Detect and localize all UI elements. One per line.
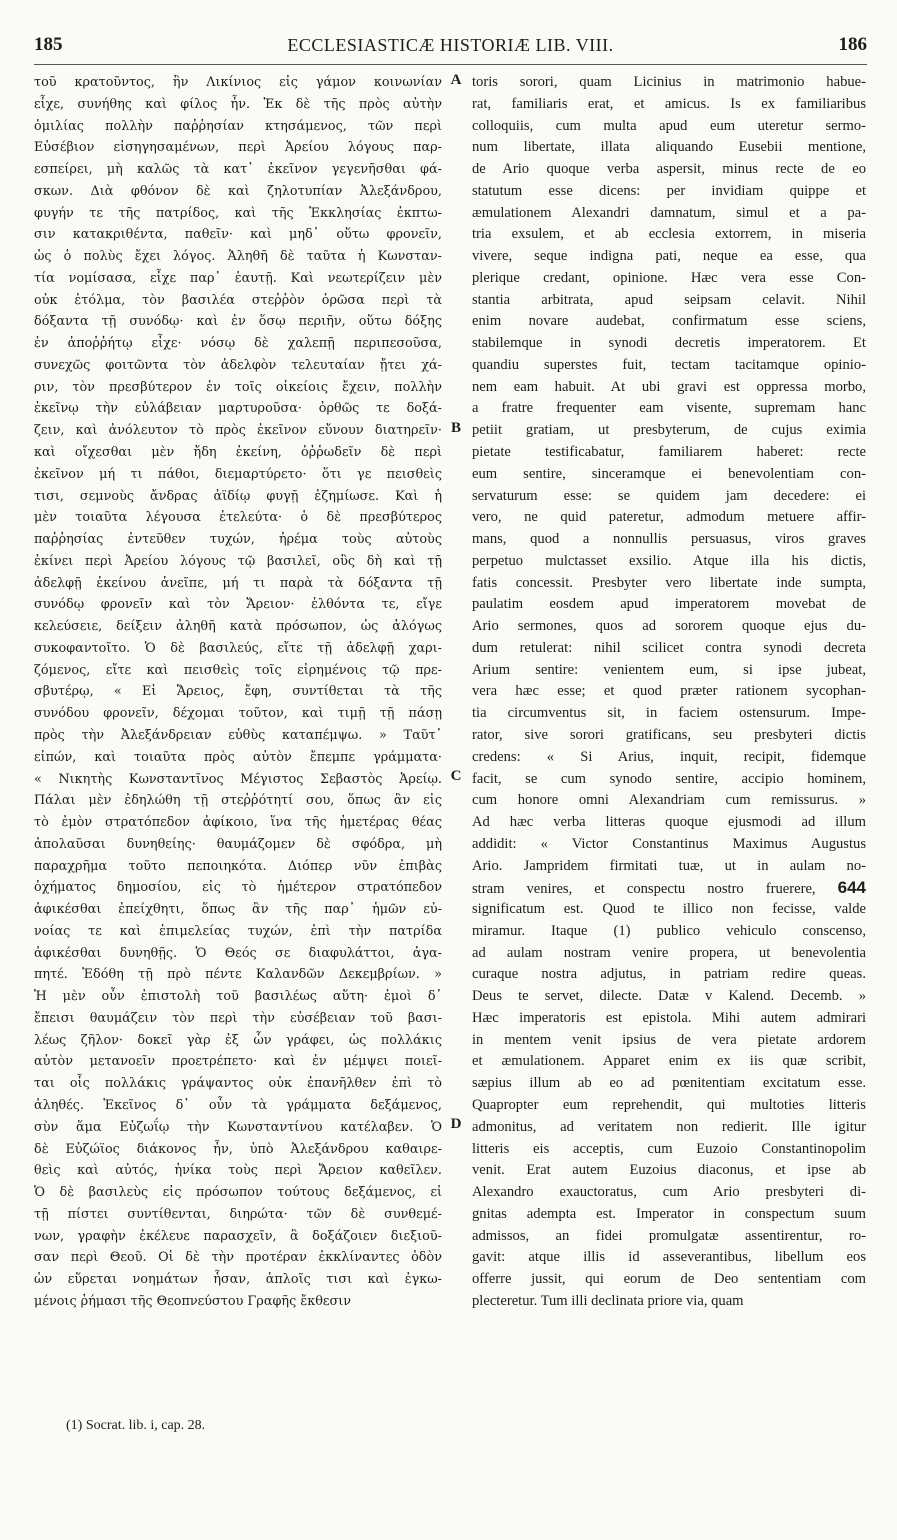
text-line: σιν κατακριθέντα, παθεῖν· καὶ μηδ᾽ οὕτω φρονεῖν, <box>34 227 442 243</box>
header-rule <box>34 64 867 65</box>
text-line: συνόδου φρονεῖν, δέχομαι τοῦτον, καὶ τιμῇ τῇ πάσῃ <box>34 706 442 722</box>
section-marker-c: C <box>450 768 462 784</box>
text-line: εσπείρει, μὴ καλῶς τὰ κατ᾽ ἐκεῖνον γεγενῆσθαι φά- <box>34 162 442 178</box>
text-line: ζειν, καὶ ἀνόλευτον τὸ πρὸς ἐκεῖνον εὔνουν διατηρεῖν· <box>34 423 442 439</box>
text-line: in mentem venit ipsius de vera pietate ardorem <box>472 1031 866 1048</box>
text-line: Hæc imperatoris est epistola. Mihi autem admirari <box>472 1009 866 1026</box>
text-line: ἐκίνει περὶ Ἀρείου λόγους τῷ βασιλεῖ, οὓς δὴ καὶ τῇ <box>34 553 442 569</box>
text-line: σαν περὶ Θεοῦ. Οἱ δὲ τὴν προτέραν ἐκκλίναντες ὁδὸν <box>34 1250 442 1266</box>
text-line: plerique credant, opinione. Hæc vera esse Con- <box>472 269 866 286</box>
text-line: ὁμιλίας πολλὴν παῤῥησίαν κτησάμενος, τῶν περὶ <box>34 118 442 134</box>
text-line: Ario sermones, quos ad sororem quoque ejus du- <box>472 618 866 635</box>
text-line: ριν, τὸν πρεσβύτερον ἐν τοῖς οἰκείοις ἔχειν, πολλὴν <box>34 379 442 395</box>
text-line: Ad hæc verba litteras quoque ejusmodi ad illum <box>472 814 866 831</box>
text-line: tria exsulem, et ab ecclesia extorrem, in miseria <box>472 226 866 243</box>
text-line: συκοφαντοῖτο. Ὁ δὲ βασιλεύς, εἴτε τῇ ἀδελφῇ χαρι- <box>34 640 442 656</box>
text-line: Deus te servet, dilecte. Datæ v Kalend. Decemb. » <box>472 988 866 1005</box>
text-line: Ario. Jampridem firmitati tuæ, ut in aulam no- <box>472 857 866 874</box>
text-line: stram venires, et conspectu nostro fruerere, 644 <box>472 878 866 898</box>
footnote: (1) Socrat. lib. i, cap. 28. <box>66 1418 206 1433</box>
text-line: εἶχε, συνήθης καὶ φίλος ἦν. Ἐκ δὲ τῆς πρὸς αὐτὴν <box>34 96 442 112</box>
text-line: gnitas adempta est. Imperator in conspectum suum <box>472 1205 866 1222</box>
text-line: ἔπεισι θαυμάζειν τὸν περὶ τὴν εὐσέβειαν τοῦ βασι- <box>34 1010 442 1026</box>
text-line: dum retulerat: nihil scilicet contra synodi decreta <box>472 639 866 656</box>
text-line: plecteretur. Tum illi declinata priore via, quam <box>472 1292 744 1309</box>
text-line: Arium sentire: venientem eum, si ipse jubeat, <box>472 661 866 678</box>
text-line: ἀφικέσθαι δυνηθῇς. Ὁ Θεός σε διαφυλάττοι, ἀγα- <box>34 945 442 961</box>
text-line: nem eam habuit. At ubi gravi est oppressa morbo, <box>472 378 866 395</box>
text-line: ται οἷς πολλάκις γράψαντος οὐκ ἐπανῆλθεν ἐπὶ τὸ <box>34 1076 442 1092</box>
text-line: Εὐσέβιον εἰσηγησαμένων, περὶ Ἀρείου λόγους παρ- <box>34 140 442 156</box>
text-line: ἀπολαῦσαι δυνηθείης· θαυμάζομεν δὲ σφόδρα, μὴ <box>34 836 442 852</box>
text-line: « Νικητὴς Κωνσταντῖνος Μέγιστος Σεβαστὸς Ἀρείῳ. <box>34 771 442 787</box>
text-line: οὐκ ἐτόλμα, τὸν βασιλέα στεῤῥὸν ὁρῶσα περὶ τὰ <box>34 292 442 308</box>
text-line: gavit: atque illis id asseverantibus, libellum eos <box>472 1249 866 1266</box>
text-line: vero, ne quid pateretur, admodum metuere affir- <box>472 509 866 526</box>
text-line: Alexandro exauctoratus, cum Ario presbyteri di- <box>472 1184 866 1201</box>
latin-column <box>472 72 866 1313</box>
text-line: rator, sive sorori gratificans, seu presbyteri dictis <box>472 726 866 743</box>
text-line: δὲ Εὐζώϊος διάκονος ἦν, ὑπὸ Ἀλεξάνδρου καθαιρε- <box>34 1141 442 1157</box>
text-line: pietate testificabatur, familiarem haberet: recte <box>472 444 866 461</box>
text-line: παῤῥησίας ἐντεῦθεν τυχών, ἠρέμα τοὺς αὐτοὺς <box>34 532 442 548</box>
text-line: τὸ ἐμὸν στρατόπεδον ἀφίκοιο, ἵνα τῆς ἡμετέρας θέας <box>34 815 442 831</box>
text-line: μὲν τοιαῦτα λέγουσα ἐτελεύτα· ὁ δὲ πρεσβύτερος <box>34 510 442 526</box>
text-line: perpetuo mulctasset exsilio. Atque illa his dictis, <box>472 552 866 569</box>
text-line: offerre jussit, qui eorum de Deo sententiam com <box>472 1271 866 1288</box>
text-line: admissos, an fidei promulgatæ assentirentur, ro- <box>472 1227 866 1244</box>
text-line: νων, γραφὴν ἐκέλευε παρασχεῖν, ἃ δοξάζοιεν διεξιοῦ- <box>34 1228 442 1244</box>
text-line: paulatim eosdem apud imperatorem movebat de <box>472 596 866 613</box>
text-line: συνεχῶς φοιτῶντα τὸν ἀδελφὸν τελευταίαν ᾔτει χά- <box>34 357 442 373</box>
text-line: stantia arbitrata, apud seipsam celavit. Nihil <box>472 291 866 308</box>
text-line: petiit gratiam, ut presbyterum, de cujus eximia <box>472 422 866 439</box>
text-line: σὺν ἅμα Εὐζωΐῳ τὴν Κωνσταντίνου κατέλαβεν. Ὁ <box>34 1119 442 1135</box>
section-marker-a: A <box>450 72 462 88</box>
text-line: Πάλαι μὲν ἐδηλώθη τῇ στεῤῥότητί σου, ὅπως ἂν εἰς <box>34 793 442 809</box>
text-line: de Ario quoque verba aspersit, minus recte de eo <box>472 161 866 178</box>
text-line: ἐκεῖνῳ τὴν εὐλάβειαν μαρτυροῦσα· ὀρθῶς τε δοξά- <box>34 401 442 417</box>
text-line: stabilemque in synodi decretis imperatorem. Et <box>472 335 866 352</box>
text-line: ad aulam nostram venire propera, ut benevolentia <box>472 944 866 961</box>
text-line: fatis concessit. Presbyter vero libertate inde sumpta, <box>472 574 866 591</box>
text-line: συνόδῳ φρονεῖν καὶ τὸν Ἄρειον· ἐλθόντα τε, εἴγε <box>34 597 442 613</box>
text-line: ἀληθές. Ἐκεῖνος δ᾽ οὖν τὰ γράμματα δεξάμενος, <box>34 1097 442 1113</box>
text-line: tia circumventus sit, in faciem ostensurum. Impe- <box>472 705 866 722</box>
text-line: μένοις ῥήμασι τῆς Θεοπνεύστου Γραφῆς ἔκθεσιν <box>34 1293 352 1309</box>
text-line: κελεύσειε, δείξειν ἀληθῆ κατὰ πρόσωπον, ὡς ἀλόγως <box>34 619 442 635</box>
text-line: curaque nostra adjutus, in patriam redire queas. <box>472 966 866 983</box>
text-line: rat, familiaris erat, et amicus. Is ex familiaribus <box>472 95 866 112</box>
text-line: miramur. Itaque (1) publico vehiculo conscenso, <box>472 922 866 939</box>
text-line: τοῦ κρατοῦντος, ἣν Λικίνιος εἰς γάμον κοινωνίαν <box>34 75 442 90</box>
text-line: significatum est. Quod te illico non fecisse, valde <box>472 901 866 918</box>
text-line: vera hæc esse; et quod præter rationem sycophan- <box>472 683 866 700</box>
text-line: sæpius illum ab eo ad pœnitentiam excitatum esse. <box>472 1075 866 1092</box>
section-marker-b: B <box>450 420 461 436</box>
text-line: τῇ πίστει συντίθενται, διηρώτα· τῶν δὲ συνθεμέ- <box>34 1206 442 1222</box>
text-line: eum sentire, sinceramque ei benevolentiam con- <box>472 465 866 482</box>
text-line: vivere, seque indigna pati, neque ea esse, qua <box>472 248 866 265</box>
text-line: αὐτὸν μετανοεῖν προετρέπετο· καὶ ἐν μέμψει ποιεῖ- <box>34 1054 442 1070</box>
text-line: δόξαντα τῇ συνόδῳ· καὶ ἐν ὅσῳ περιῆν, οὕτω δόξης <box>34 314 442 330</box>
text-line: facit, se cum synodo sentire, accipio hominem, <box>472 770 866 787</box>
text-line: καὶ οἴχεσθαι μὲν ἤδη ἐκείνη, ὀῤῥωδεῖν δὲ περὶ <box>34 445 442 461</box>
text-line: Quapropter eum reprehendit, qui multoties litteris <box>472 1096 866 1113</box>
text-line: colloquiis, cum multa apud eum uteretur sermo- <box>472 117 866 134</box>
text-line: νοίας τε καὶ ἐπιμελείας τυχών, ἐπὶ τὴν πατρίδα <box>34 923 442 939</box>
page-number-left: 185 <box>34 34 63 55</box>
text-line: litteris eis acceptis, cum Euzoio Constantinopolim <box>472 1140 866 1157</box>
text-line: σβυτέρῳ, « Εἰ Ἄρειος, ἔφη, συντίθεται τὰ τῆς <box>34 684 442 700</box>
text-line: ἀδελφῇ ἐκείνου ἀνεῖπε, μή τι παρὰ τὰ δόξαντα τῇ <box>34 575 442 591</box>
text-line: servaturum esse: se quidem jam decedere: ei <box>472 487 866 504</box>
text-line: παραχρῆμα τοῦτο πεποιηκότα. Διόπερ νῦν ἐπιβὰς <box>34 858 442 874</box>
text-line: æmulationem Alexandri damnatum, simul et a pa- <box>472 204 866 221</box>
text-line: statutum esse dicens: per invidiam quippe et <box>472 182 866 199</box>
text-line: cum honore omni Alexandriam cum remissurus. » <box>472 792 866 809</box>
text-line: et æmulationem. Apparet enim ex iis quæ scribit, <box>472 1053 866 1070</box>
text-line: admonitus, ad veritatem non redierit. Ille igitur <box>472 1118 866 1135</box>
text-line: Ὁ δὲ βασιλεὺς εἰς πρόσωπον τούτους δεξάμενος, εἰ <box>34 1185 442 1201</box>
page-number-right: 186 <box>838 34 867 55</box>
text-line: ἀφικέσθαι ἐπείχθητι, ὅπως ἂν τῆς παρ᾽ ἡμῶν εὐ- <box>34 902 442 918</box>
text-line: a fratre frequenter eam visente, supremam hanc <box>472 400 866 417</box>
text-line: φυγήν τε τῆς πατρίδος, καὶ τῆς Ἐκκλησίας ἐκπτω- <box>34 205 442 221</box>
text-line: ὡς ὁ πολὺς ἔχει λόγος. Ἀληθῆ δὲ ταῦτα ἡ Κωνσταν- <box>34 249 442 265</box>
text-line: ὀχήματος δημοσίου, εἰς τὸ ἡμέτερον στρατόπεδον <box>34 880 442 896</box>
text-line: addidit: « Victor Constantinus Maximus Augustus <box>472 835 866 852</box>
text-line: ὡν εὕρεται νοημάτων ἦσαν, ἁπλοῖς τισι καὶ ἐγκω- <box>34 1272 442 1288</box>
text-line: venit. Erat autem Euzoius diaconus, et ipse ab <box>472 1162 866 1179</box>
text-line: toris sorori, quam Licinius in matrimonio habue- <box>472 74 866 90</box>
text-line: θεὶς καὶ αὐτός, ἡνίκα τοὺς περὶ Ἄρειον καθεῖλεν. <box>34 1163 442 1179</box>
text-line: ἐν ἀποῤῥήτῳ εἶχε· νόσῳ δὲ χαλεπῇ περιπεσοῦσα, <box>34 336 442 352</box>
running-header <box>34 34 867 66</box>
section-marker-d: D <box>450 1116 462 1132</box>
text-line: num libertate, illata aliquando Eusebii mentione, <box>472 139 866 156</box>
running-title: ECCLESIASTICÆ HISTORIÆ LIB. VIII. <box>287 35 614 55</box>
greek-column <box>34 72 442 1313</box>
text-line: mans, quod a nonnullis persuasus, viros graves <box>472 531 866 548</box>
text-line: εἰπών, καὶ τοιαῦτα πρὸς αὐτὸν ἔπεμπε γράμματα· <box>34 749 442 765</box>
text-line: credens: « Si Arius, inquit, recipit, fidemque <box>472 748 866 765</box>
text-line: πρὸς τὴν Ἀλεξάνδρειαν εὐθὺς καταπέμψω. » Ταῦτ᾽ <box>34 727 442 743</box>
text-line: ἐκεῖνον μή τι πάθοι, διεμαρτύρετο· ὅτι γε πεισθεὶς <box>34 466 442 482</box>
text-line: τία νομίσασα, εἶχε παρ᾽ ἑαυτῇ. Καὶ νεωτερίζειν μὲν <box>34 270 442 286</box>
text-line: quandiu superstes fuit, tectam tacitamque opinio- <box>472 356 866 373</box>
text-line: τισι, σεμνοὺς ἄνδρας ἀϊδίῳ φυγῇ ἐζημίωσε. Καὶ ἡ <box>34 488 442 504</box>
text-line: Ἡ μὲν οὖν ἐπιστολὴ τοῦ βασιλέως αὕτη· ἐμοὶ δ᾽ <box>34 989 442 1005</box>
text-line: ζόμενος, εἴτε καὶ πεισθεὶς τοῖς εἰρημένοις τῷ πρε- <box>34 662 442 678</box>
inline-page-number: 644 <box>837 878 866 898</box>
text-line: σκων. Διὰ φθόνον δὲ καὶ ζηλοτυπίαν Ἀλεξάνδρου, <box>34 183 442 199</box>
text-line: λέως ζῆλον· δοκεῖ γὰρ ἐξ ὧν γράφει, ὡς πολλάκις <box>34 1032 442 1048</box>
text-line: πητέ. Ἐδόθη τῇ πρὸ πέντε Καλανδῶν Δεκεμβρίων. » <box>34 967 442 983</box>
text-line: enim novare audebat, confirmatum esse sciens, <box>472 313 866 330</box>
